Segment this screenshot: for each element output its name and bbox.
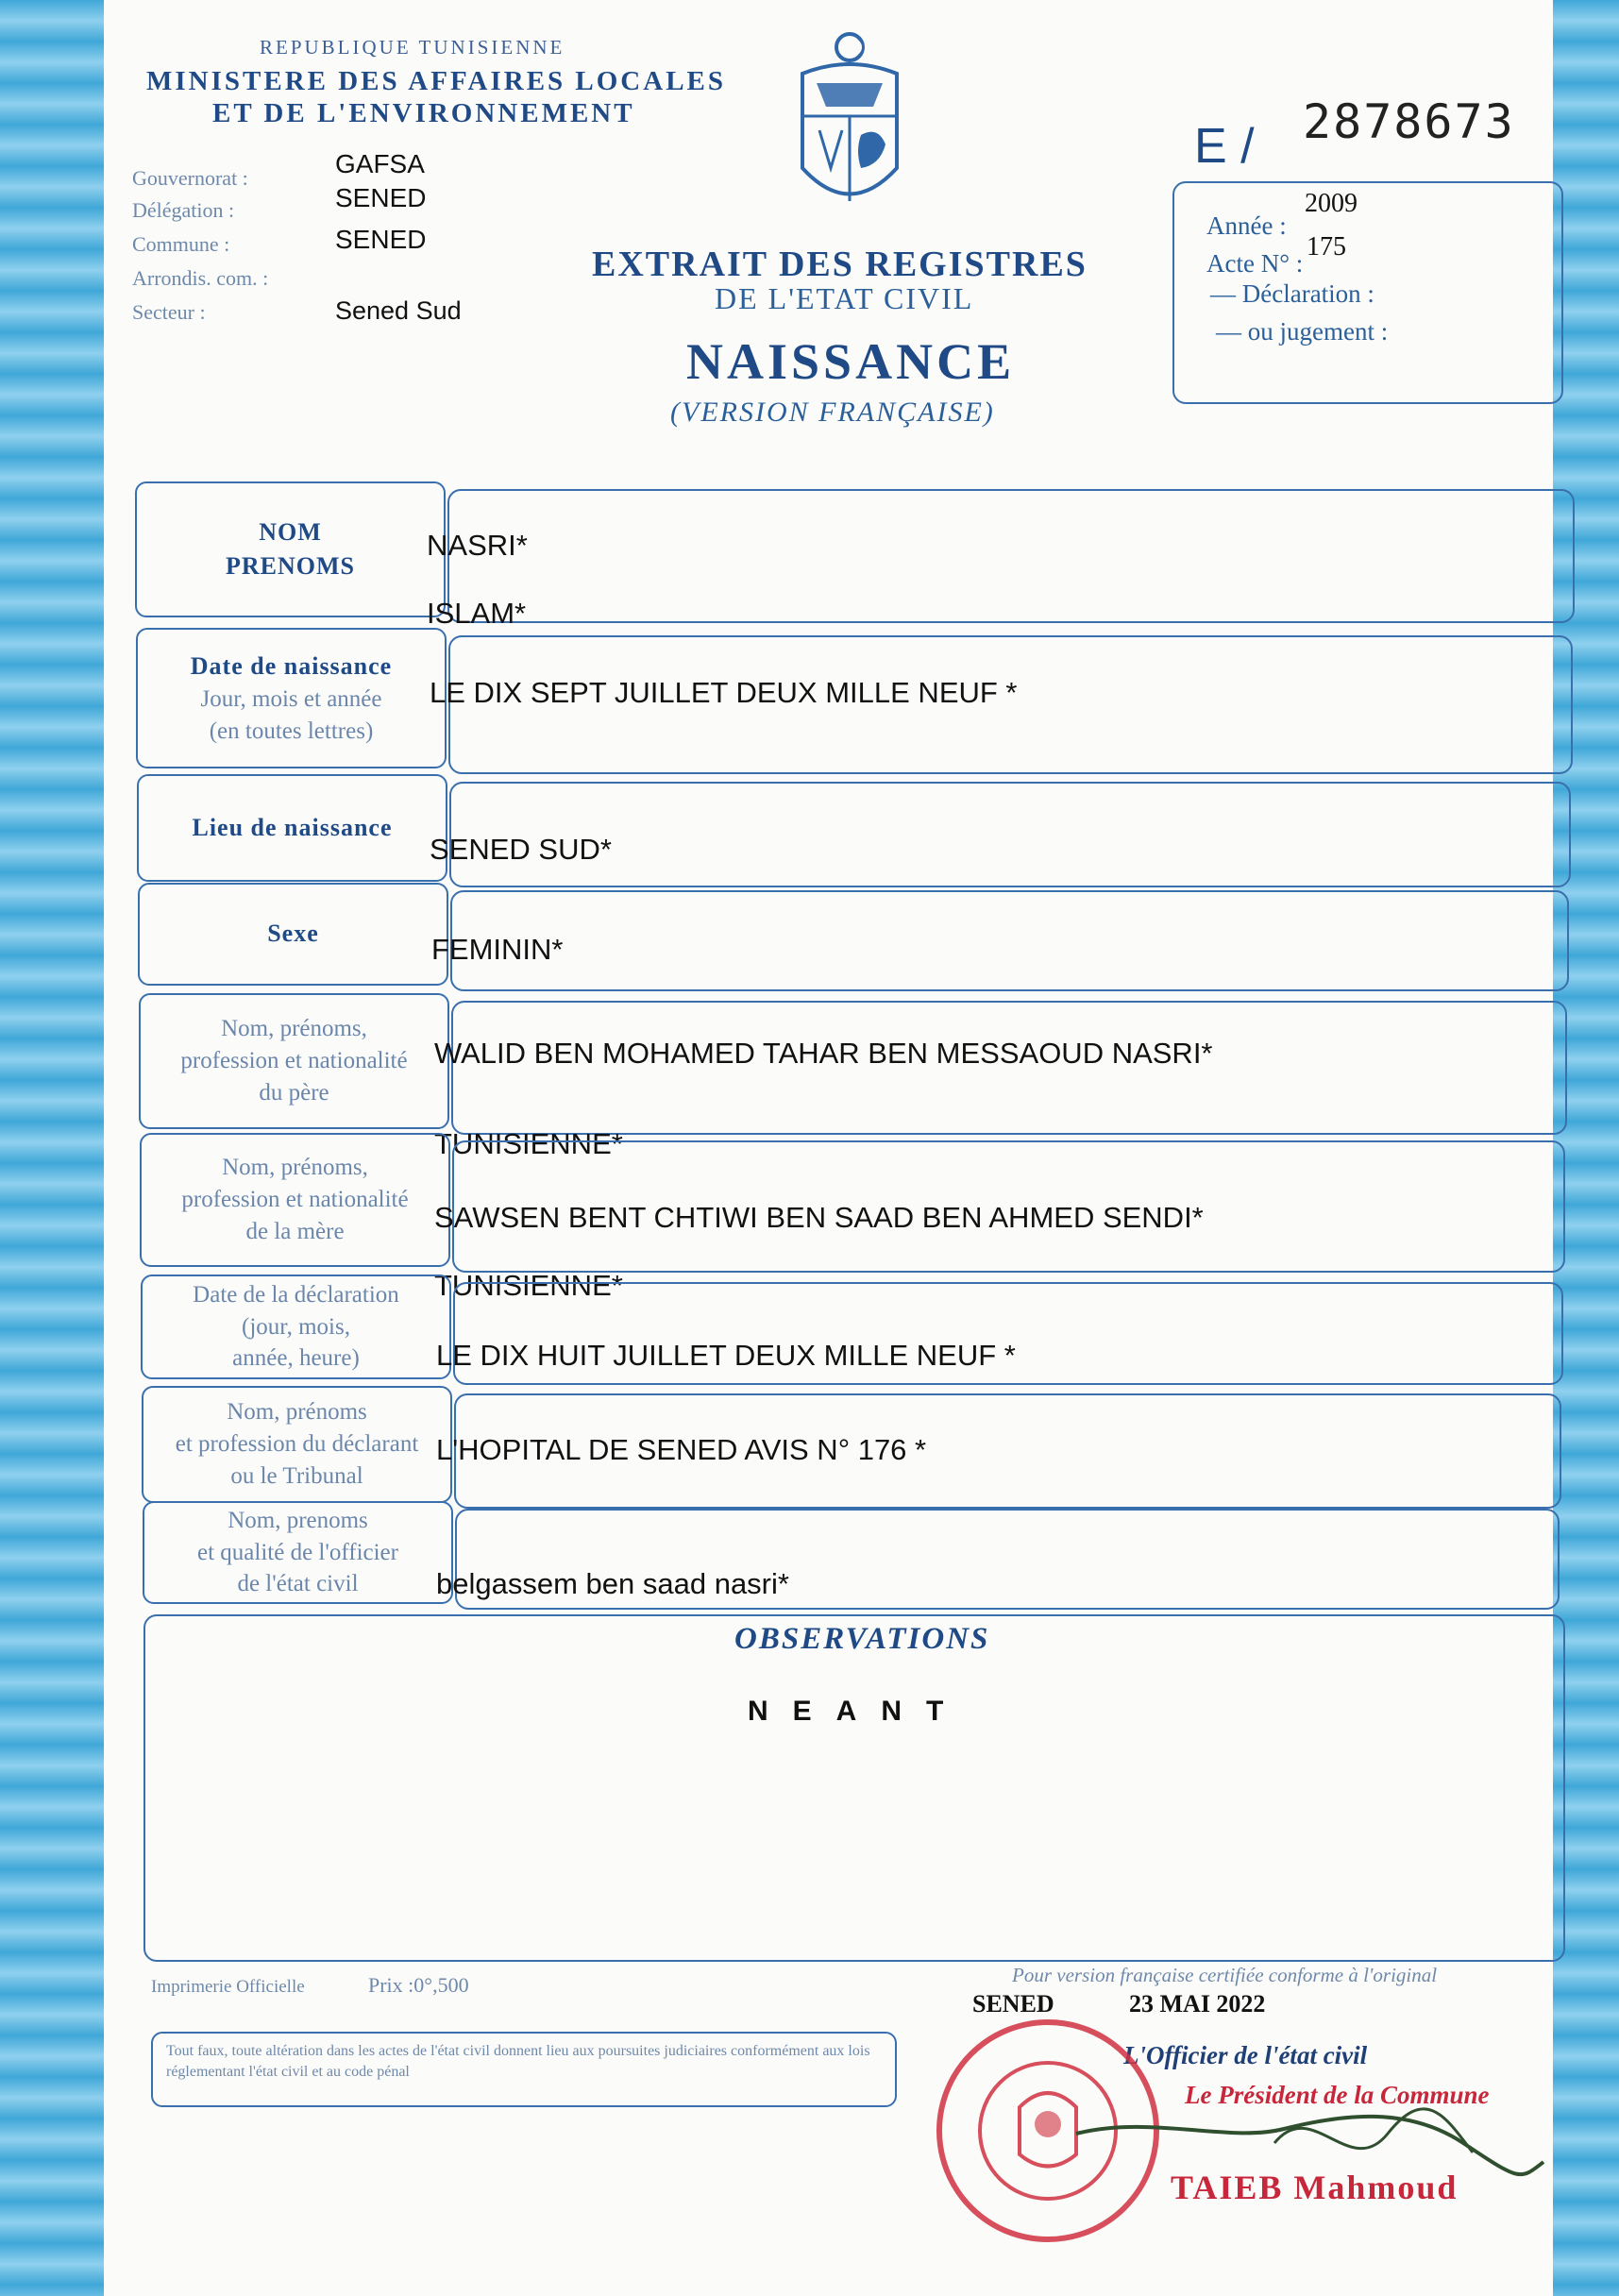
officer-title: L'Officier de l'état civil (1123, 2041, 1368, 2069)
delegation-label: Délégation : (132, 198, 235, 222)
certificate-type: NAISSANCE (686, 333, 1016, 390)
row-label-box (137, 774, 447, 882)
row-label-box (138, 883, 448, 986)
price-label: Prix :0°,500 (368, 1973, 469, 1997)
row-value-text: TUNISIENNE* (434, 1269, 623, 1302)
row-value-text: NASRI* (427, 529, 528, 562)
acte-number-value: 175 (1307, 232, 1346, 262)
republic-heading: REPUBLIQUE TUNISIENNE (260, 36, 565, 59)
row-label-text: Nom, prénoms, (221, 1016, 367, 1042)
row-label-text: (jour, mois, (242, 1313, 350, 1340)
document-title: EXTRAIT DES REGISTRES (592, 245, 1088, 284)
delegation-value: SENED (335, 183, 427, 212)
row-label-text: (en toutes lettres) (209, 718, 374, 744)
issue-date: 23 MAI 2022 (1129, 1990, 1266, 2017)
row-value-box (450, 890, 1569, 991)
printer-label: Imprimerie Officielle (151, 1977, 305, 1997)
row-value-text: SAWSEN BENT CHTIWI BEN SAAD BEN AHMED SENDI* (434, 1201, 1204, 1234)
row-label-box (143, 1501, 453, 1604)
commune-label: Commune : (132, 232, 230, 256)
row-value-text: belgassem ben saad nasri* (436, 1567, 789, 1600)
tunisia-coat-of-arms-icon (784, 26, 916, 220)
observations-box (143, 1614, 1565, 1962)
acte-number-label: Acte N° : (1206, 249, 1304, 278)
arrondissement-label: Arrondis. com. : (132, 266, 269, 290)
left-decorative-border (0, 0, 104, 2296)
president-title: Le Président de la Commune (1185, 2081, 1490, 2109)
row-value-box (449, 782, 1571, 887)
row-value-text: TUNISIENNE* (434, 1127, 623, 1160)
row-label-text: Nom, prénoms (227, 1399, 367, 1426)
row-label-text: année, heure) (232, 1345, 360, 1372)
row-label-text: Lieu de naissance (192, 813, 393, 841)
row-label-text: profession et nationalité (180, 1048, 408, 1074)
row-label-text: Sexe (267, 920, 319, 948)
row-label-text: du père (259, 1079, 329, 1106)
observations-title: OBSERVATIONS (734, 1622, 990, 1656)
secteur-value: Sened Sud (335, 296, 462, 325)
row-value-text: FEMININ* (431, 933, 564, 966)
row-label-text: ou le Tribunal (230, 1462, 363, 1489)
row-label-text: NOM (259, 517, 322, 546)
secteur-label: Secteur : (132, 300, 206, 324)
ministry-heading-line1: MINISTERE DES AFFAIRES LOCALES (146, 66, 727, 96)
annee-value: 2009 (1305, 189, 1358, 218)
observations-text: NEANT (748, 1696, 969, 1727)
certification-note: Pour version française certifiée conforme à l'original (1012, 1964, 1438, 1986)
row-label-text: de l'état civil (237, 1571, 359, 1597)
issue-place: SENED (972, 1990, 1054, 2017)
row-label-text: de la mère (245, 1218, 345, 1244)
row-label-text: PRENOMS (226, 552, 355, 580)
gouvernorat-label: Gouvernorat : (132, 166, 248, 190)
row-label-text: et profession du déclarant (175, 1431, 419, 1458)
row-label-text: Date de la déclaration (193, 1281, 399, 1308)
row-value-text: ISLAM* (427, 597, 527, 630)
row-value-text: L'HOPITAL DE SENED AVIS N° 176 * (436, 1433, 927, 1466)
row-label-text: et qualité de l'officier (197, 1539, 398, 1565)
row-label-box (135, 481, 446, 617)
row-value-text: SENED SUD* (430, 833, 612, 866)
handwritten-signature-icon (1067, 2077, 1558, 2209)
row-label-text: Date de naissance (190, 651, 393, 680)
row-label-box (136, 628, 447, 768)
row-label-text: Jour, mois et année (200, 685, 382, 712)
row-value-text: LE DIX SEPT JUILLET DEUX MILLE NEUF * (430, 676, 1018, 709)
row-label-box (139, 993, 449, 1129)
row-label-box (141, 1275, 451, 1379)
serial-number: 2878673 (1303, 94, 1515, 149)
document-subtitle: DE L'ETAT CIVIL (715, 281, 974, 315)
row-label-text: Nom, prenoms (228, 1507, 368, 1533)
row-label-text: Nom, prénoms, (222, 1155, 368, 1181)
annee-label: Année : (1206, 211, 1287, 240)
serial-prefix: E / (1194, 119, 1255, 174)
row-label-text: profession et nationalité (181, 1187, 409, 1213)
row-value-text: WALID BEN MOHAMED TAHAR BEN MESSAOUD NASRI* (434, 1037, 1213, 1070)
declaration-label: — Déclaration : (1210, 279, 1374, 308)
commune-value: SENED (335, 225, 427, 254)
version-label: (VERSION FRANÇAISE) (670, 397, 995, 428)
ministry-heading-line2: ET DE L'ENVIRONNEMENT (212, 98, 635, 128)
jugement-label: — ou jugement : (1216, 317, 1389, 346)
legal-notice: Tout faux, toute altération dans les actes de l'état civil donnent lieu aux poursuites judiciaires conformément aux lois réglementant l'état civil et au code pénal (151, 2032, 897, 2107)
row-value-text: LE DIX HUIT JUILLET DEUX MILLE NEUF * (436, 1339, 1016, 1372)
row-label-box (140, 1133, 450, 1267)
officer-name: TAIEB Mahmoud (1171, 2169, 1459, 2206)
gouvernorat-value: GAFSA (335, 149, 425, 178)
row-value-box (447, 489, 1575, 623)
row-label-box (142, 1386, 452, 1503)
